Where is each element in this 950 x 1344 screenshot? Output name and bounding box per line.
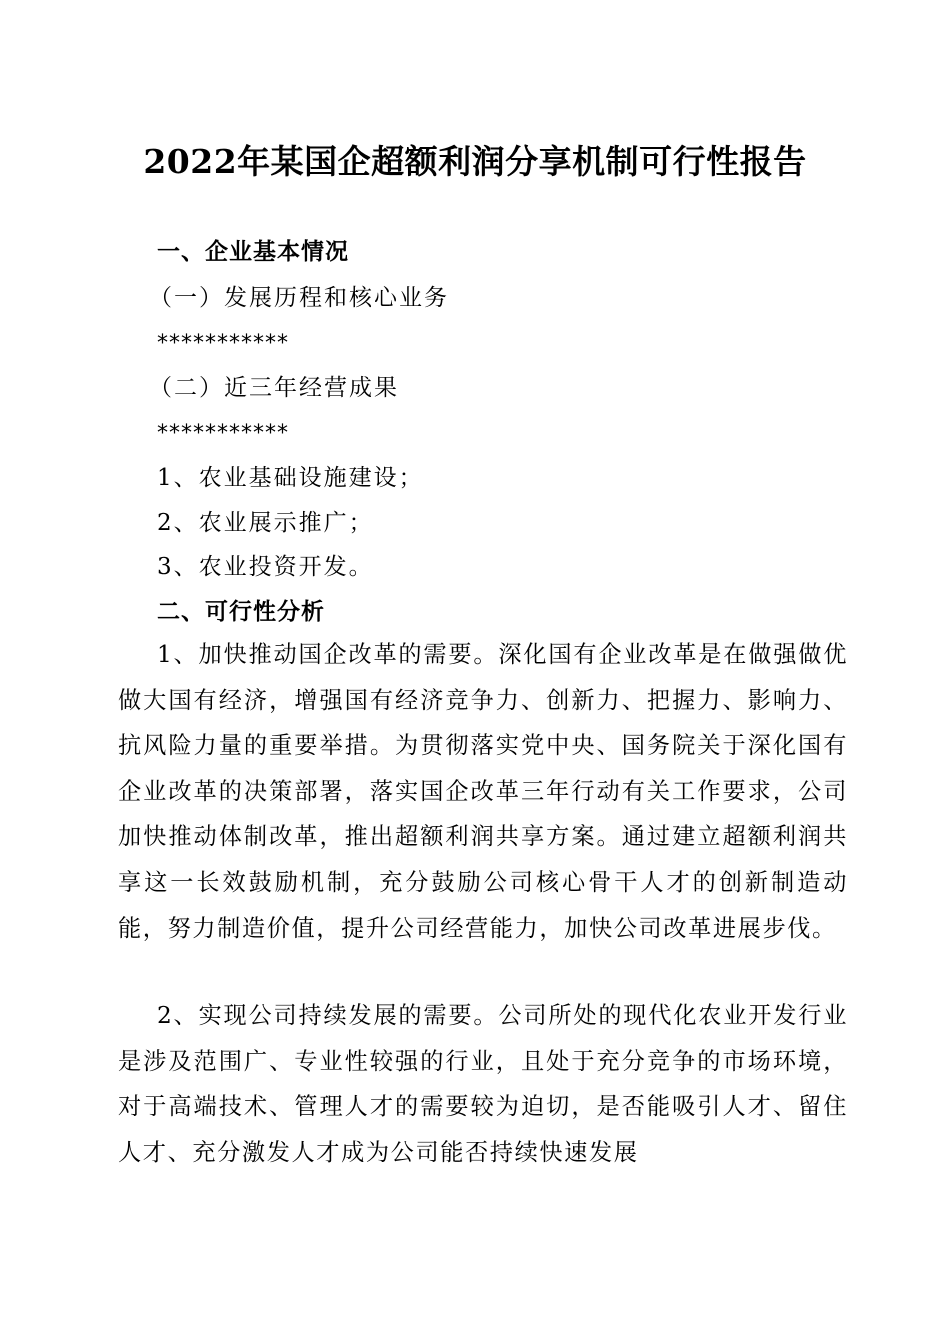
list-item-promotion: 2、农业展示推广； [157, 510, 374, 536]
list-item-infrastructure: 1、农业基础设施建设； [157, 465, 424, 491]
subsection-heading-results: （二）近三年经营成果 [149, 375, 399, 401]
document-title: 2022年某国企超额利润分享机制可行性报告 [143, 142, 807, 181]
list-item-investment: 3、农业投资开发。 [157, 554, 374, 580]
section-heading-basic-info: 一、企业基本情况 [157, 239, 349, 265]
paragraph-reform-need: 1、加快推动国企改革的需要。深化国有企业改革是在做强做优做大国有经济，增强国有经济竞争力、创新力、把握力、影响力、抗风险力量的重要举措。为贯彻落实党中央、国务院关于深化国有企业改革的决策部署，落实国企改革三年行动有关工作要求，公司加快推动体制改革，推出超额利润共享方案。通过建立超额利润共享这一长效鼓励机制，充分鼓励公司核心骨干人才的创新制造动能，努力制造价值，提升公司经营能力，加快公司改革进展步伐。 [118, 641, 848, 942]
paragraph-development-need: 2、实现公司持续发展的需要。公司所处的现代化农业开发行业是涉及范围广、专业性较强的行业，且处于充分竞争的市场环境，对于高端技术、管理人才的需要较为迫切，是否能吸引人才、留住人才、充分激发人才成为公司能否持续快速发展 [118, 1002, 848, 1166]
placeholder-content-history: *********** [157, 331, 289, 356]
section-heading-feasibility: 二、可行性分析 [157, 599, 325, 625]
subsection-heading-history: （一）发展历程和核心业务 [149, 285, 449, 311]
placeholder-content-results: *********** [157, 421, 289, 446]
